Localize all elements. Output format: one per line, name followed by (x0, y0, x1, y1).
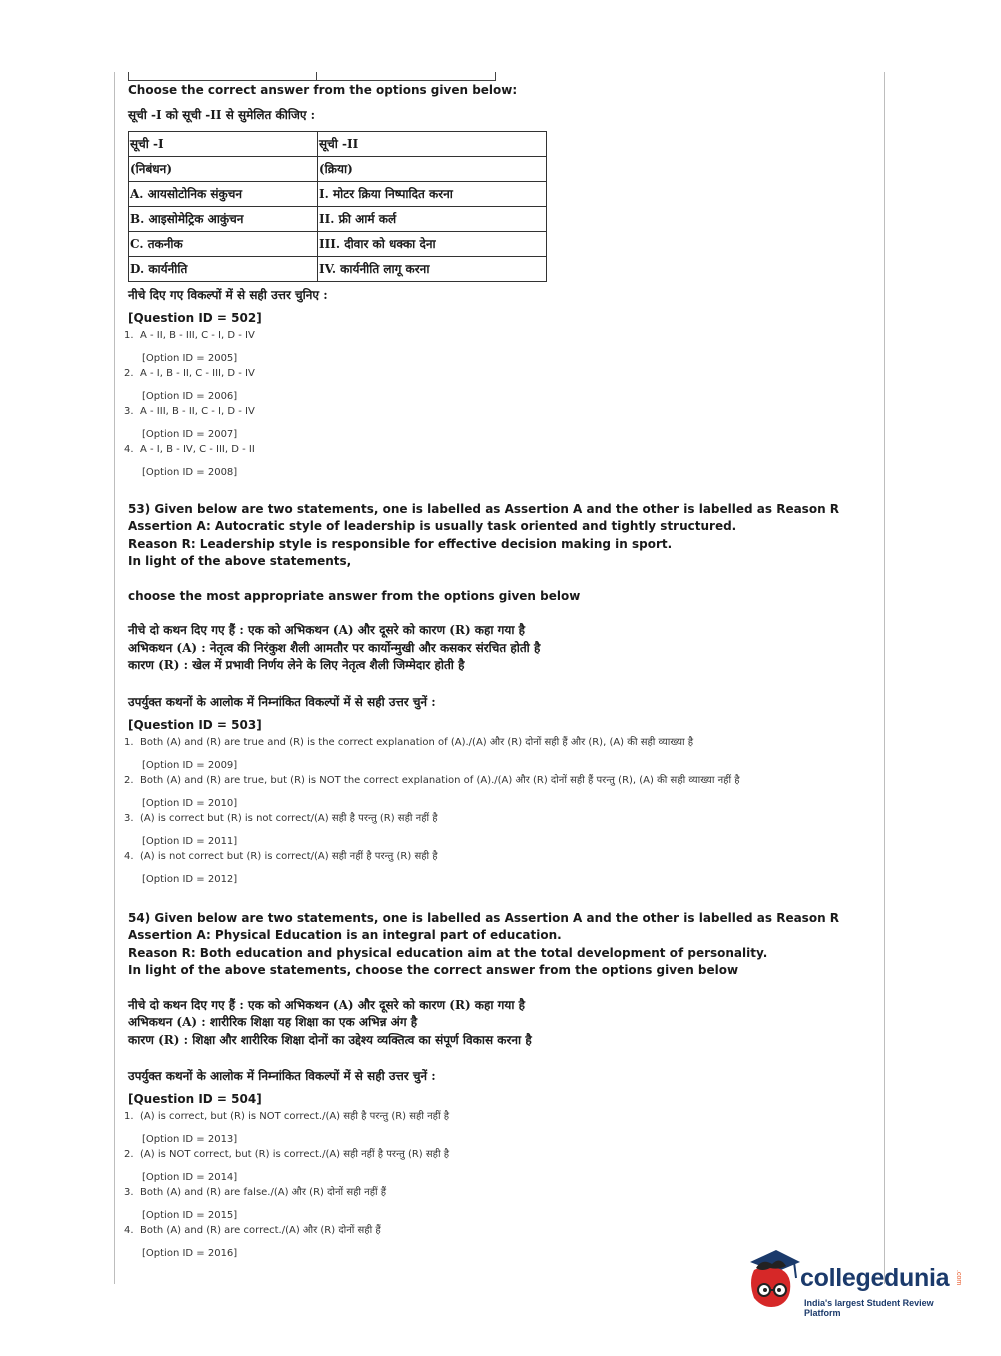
table-cell: (क्रिया) (318, 156, 547, 181)
option-id: [Option ID = 2013] (142, 1134, 238, 1145)
q52-choose-hi: नीचे दिए गए विकल्पों में से सही उत्तर चुनिए : (128, 287, 328, 302)
option-item[interactable]: 4. A - I, B - IV, C - III, D - II [Option ID = 2008] (124, 443, 884, 480)
logo-tagline: India's largest Student Review Platform (804, 1298, 934, 1318)
option-text: (A) is NOT correct, but (R) is correct./(A) सही नहीं है परन्तु (R) सही है (140, 1149, 450, 1160)
table-cell: A. आयसोटोनिक संकुचन (129, 181, 318, 206)
table-row (129, 181, 547, 206)
logo-name: collegedunia (800, 1264, 950, 1292)
option-item[interactable]: 2. Both (A) and (R) are true, but (R) is NOT the correct explanation of (A)./(A) और (R) दोनों सही हैं परन्तु (R), (A) की सही व्याख्या नहीं है [Option ID = 2010] (124, 774, 884, 811)
q53-line: 53) Given below are two statements, one is labelled as Assertion A and the other is labelled as Reason R (128, 501, 840, 516)
table-cell: IV. कार्यनीति लागू करना (318, 256, 547, 281)
option-item[interactable]: 3. Both (A) and (R) are false./(A) और (R) दोनों सही नहीं हैं [Option ID = 2015] (124, 1186, 884, 1223)
table-row (129, 231, 547, 256)
option-text: Both (A) and (R) are true and (R) is the correct explanation of (A)./(A) और (R) दोनों सही हैं और (R), (A) की सही व्याख्या है (140, 736, 694, 748)
q52-instruction-en: Choose the correct answer from the options given below: (128, 83, 518, 97)
q52-options (124, 329, 884, 480)
q54-line: Assertion A: Physical Education is an integral part of education. (128, 928, 562, 942)
option-item[interactable]: 3. A - III, B - II, C - I, D - IV [Option ID = 2007] (124, 405, 884, 442)
option-item[interactable]: 3. (A) is correct but (R) is not correct/(A) सही है परन्तु (R) सही नहीं है [Option ID = 2011] (124, 812, 884, 849)
q54-line: 54) Given below are two statements, one is labelled as Assertion A and the other is labelled as Reason R (128, 910, 840, 925)
match-table (128, 131, 547, 282)
q54-line: In light of the above statements, choose the correct answer from the options given below (128, 963, 739, 977)
logo-dotcom: .com (955, 1270, 962, 1286)
option-text: Both (A) and (R) are correct./(A) और (R) दोनों सही हैं (140, 1225, 381, 1236)
option-id: [Option ID = 2012] (142, 873, 238, 885)
q53-choose-en: choose the most appropriate answer from the options given below (128, 588, 581, 603)
q54-hi-line: कारण (R) : शिक्षा और शारीरिक शिक्षा दोनों का उद्देश्य व्यक्तित्व का संपूर्ण विकास करना है (128, 1032, 532, 1047)
option-id: [Option ID = 2011] (142, 835, 238, 847)
q53-options (124, 736, 884, 887)
option-id: [Option ID = 2006] (142, 390, 238, 402)
option-item[interactable]: 4. (A) is not correct but (R) is correct/(A) सही नहीं है परन्तु (R) सही है [Option ID = 2012] (124, 850, 884, 887)
table-cell: I. मोटर क्रिया निष्पादित करना (318, 181, 547, 206)
table-row (129, 206, 547, 231)
previous-table-fragment (128, 72, 496, 81)
q53-line: Reason R: Leadership style is responsible for effective decision making in sport. (128, 536, 673, 551)
q54-choose-hi: उपर्युक्त कथनों के आलोक में निम्नांकित विकल्पों में से सही उत्तर चुनें : (128, 1069, 436, 1083)
q53-hi-line: कारण (R) : खेल में प्रभावी निर्णय लेने के लिए नेतृत्व शैली जिम्मेदार होती है (128, 658, 465, 672)
question-id: [Question ID = 504] (128, 1092, 262, 1106)
collegedunia-logo[interactable] (742, 1248, 972, 1318)
q54-hi-line: नीचे दो कथन दिए गए हैं : एक को अभिकथन (A) और दूसरे को कारण (R) कहा गया है (128, 997, 526, 1012)
option-text: A - II, B - III, C - I, D - IV (140, 329, 255, 341)
table-cell: सूची -I (129, 131, 318, 156)
option-text: (A) is correct, but (R) is NOT correct./(A) सही है परन्तु (R) सही नहीं है (140, 1111, 450, 1122)
table-row (129, 131, 547, 156)
table-cell: सूची -II (318, 131, 547, 156)
q53-line: In light of the above statements, (128, 554, 352, 568)
option-text: Both (A) and (R) are false./(A) और (R) दोनों सही नहीं हैं (140, 1187, 387, 1198)
option-id: [Option ID = 2009] (142, 759, 238, 771)
q53-hi-line: अभिकथन (A) : नेतृत्व की निरंकुश शैली आमतौर पर कार्योन्मुखी और कसकर संरचित होती है (128, 640, 541, 655)
question-content (124, 82, 888, 1262)
option-id: [Option ID = 2007] (142, 428, 238, 440)
option-id: [Option ID = 2005] (142, 352, 238, 364)
table-cell: C. तकनीक (129, 231, 318, 256)
option-item[interactable]: 4. Both (A) and (R) are correct./(A) और (R) दोनों सही हैं [Option ID = 2016] (124, 1224, 884, 1261)
option-id: [Option ID = 2010] (142, 797, 238, 809)
table-cell: (निबंधन) (129, 156, 318, 181)
option-item[interactable]: 1. Both (A) and (R) are true and (R) is the correct explanation of (A)./(A) और (R) दोनों सही हैं और (R), (A) की सही व्याख्या है [Option ID = 2009] (124, 736, 884, 773)
option-item[interactable]: 1. (A) is correct, but (R) is NOT correct./(A) सही है परन्तु (R) सही नहीं है [Option ID = 2013] (124, 1110, 884, 1147)
option-item[interactable]: 2. A - I, B - II, C - III, D - IV [Option ID = 2006] (124, 367, 884, 404)
option-item[interactable]: 1. A - II, B - III, C - I, D - IV [Option ID = 2005] (124, 329, 884, 366)
table-cell: II. फ्री आर्म कर्ल (318, 206, 547, 231)
q54-line: Reason R: Both education and physical education aim at the total development of personality. (128, 945, 768, 960)
option-text: Both (A) and (R) are true, but (R) is NOT the correct explanation of (A)./(A) और (R) दोनों सही हैं परन्तु (R), (A) की सही व्याख्या नहीं है (140, 774, 740, 786)
mascot-icon (742, 1248, 802, 1314)
table-cell: D. कार्यनीति (129, 256, 318, 281)
q53-hi-line: नीचे दो कथन दिए गए हैं : एक को अभिकथन (A) और दूसरे को कारण (R) कहा गया है (128, 623, 526, 637)
option-id: [Option ID = 2008] (142, 466, 238, 478)
option-text: A - I, B - II, C - III, D - IV (140, 367, 255, 379)
option-id: [Option ID = 2015] (142, 1210, 238, 1221)
option-id: [Option ID = 2016] (142, 1248, 238, 1259)
table-row (129, 256, 547, 281)
option-text: A - III, B - II, C - I, D - IV (140, 405, 255, 417)
q54-options (124, 1110, 884, 1261)
option-id: [Option ID = 2014] (142, 1172, 238, 1183)
q52-instruction-hi: सूची -I को सूची -II से सुमेलित कीजिए : (128, 107, 316, 122)
left-margin-line (114, 72, 115, 1284)
q53-choose-hi: उपर्युक्त कथनों के आलोक में निम्नांकित विकल्पों में से सही उत्तर चुनें : (128, 694, 436, 709)
option-text: A - I, B - IV, C - III, D - II (140, 443, 255, 455)
q54-hi-line: अभिकथन (A) : शारीरिक शिक्षा यह शिक्षा का एक अभिन्न अंग है (128, 1015, 418, 1029)
option-text: (A) is not correct but (R) is correct/(A) सही नहीं है परन्तु (R) सही है (140, 850, 438, 862)
q53-line: Assertion A: Autocratic style of leadership is usually task oriented and tightly structured. (128, 519, 737, 533)
table-cell: B. आइसोमेट्रिक आकुंचन (129, 206, 318, 231)
table-row (129, 156, 547, 181)
question-id: [Question ID = 503] (128, 717, 262, 732)
table-cell: III. दीवार को धक्का देना (318, 231, 547, 256)
option-text: (A) is correct but (R) is not correct/(A) सही है परन्तु (R) सही नहीं है (140, 812, 438, 824)
option-item[interactable]: 2. (A) is NOT correct, but (R) is correct./(A) सही नहीं है परन्तु (R) सही है [Option ID = 2014] (124, 1148, 884, 1185)
question-id: [Question ID = 502] (128, 310, 262, 325)
